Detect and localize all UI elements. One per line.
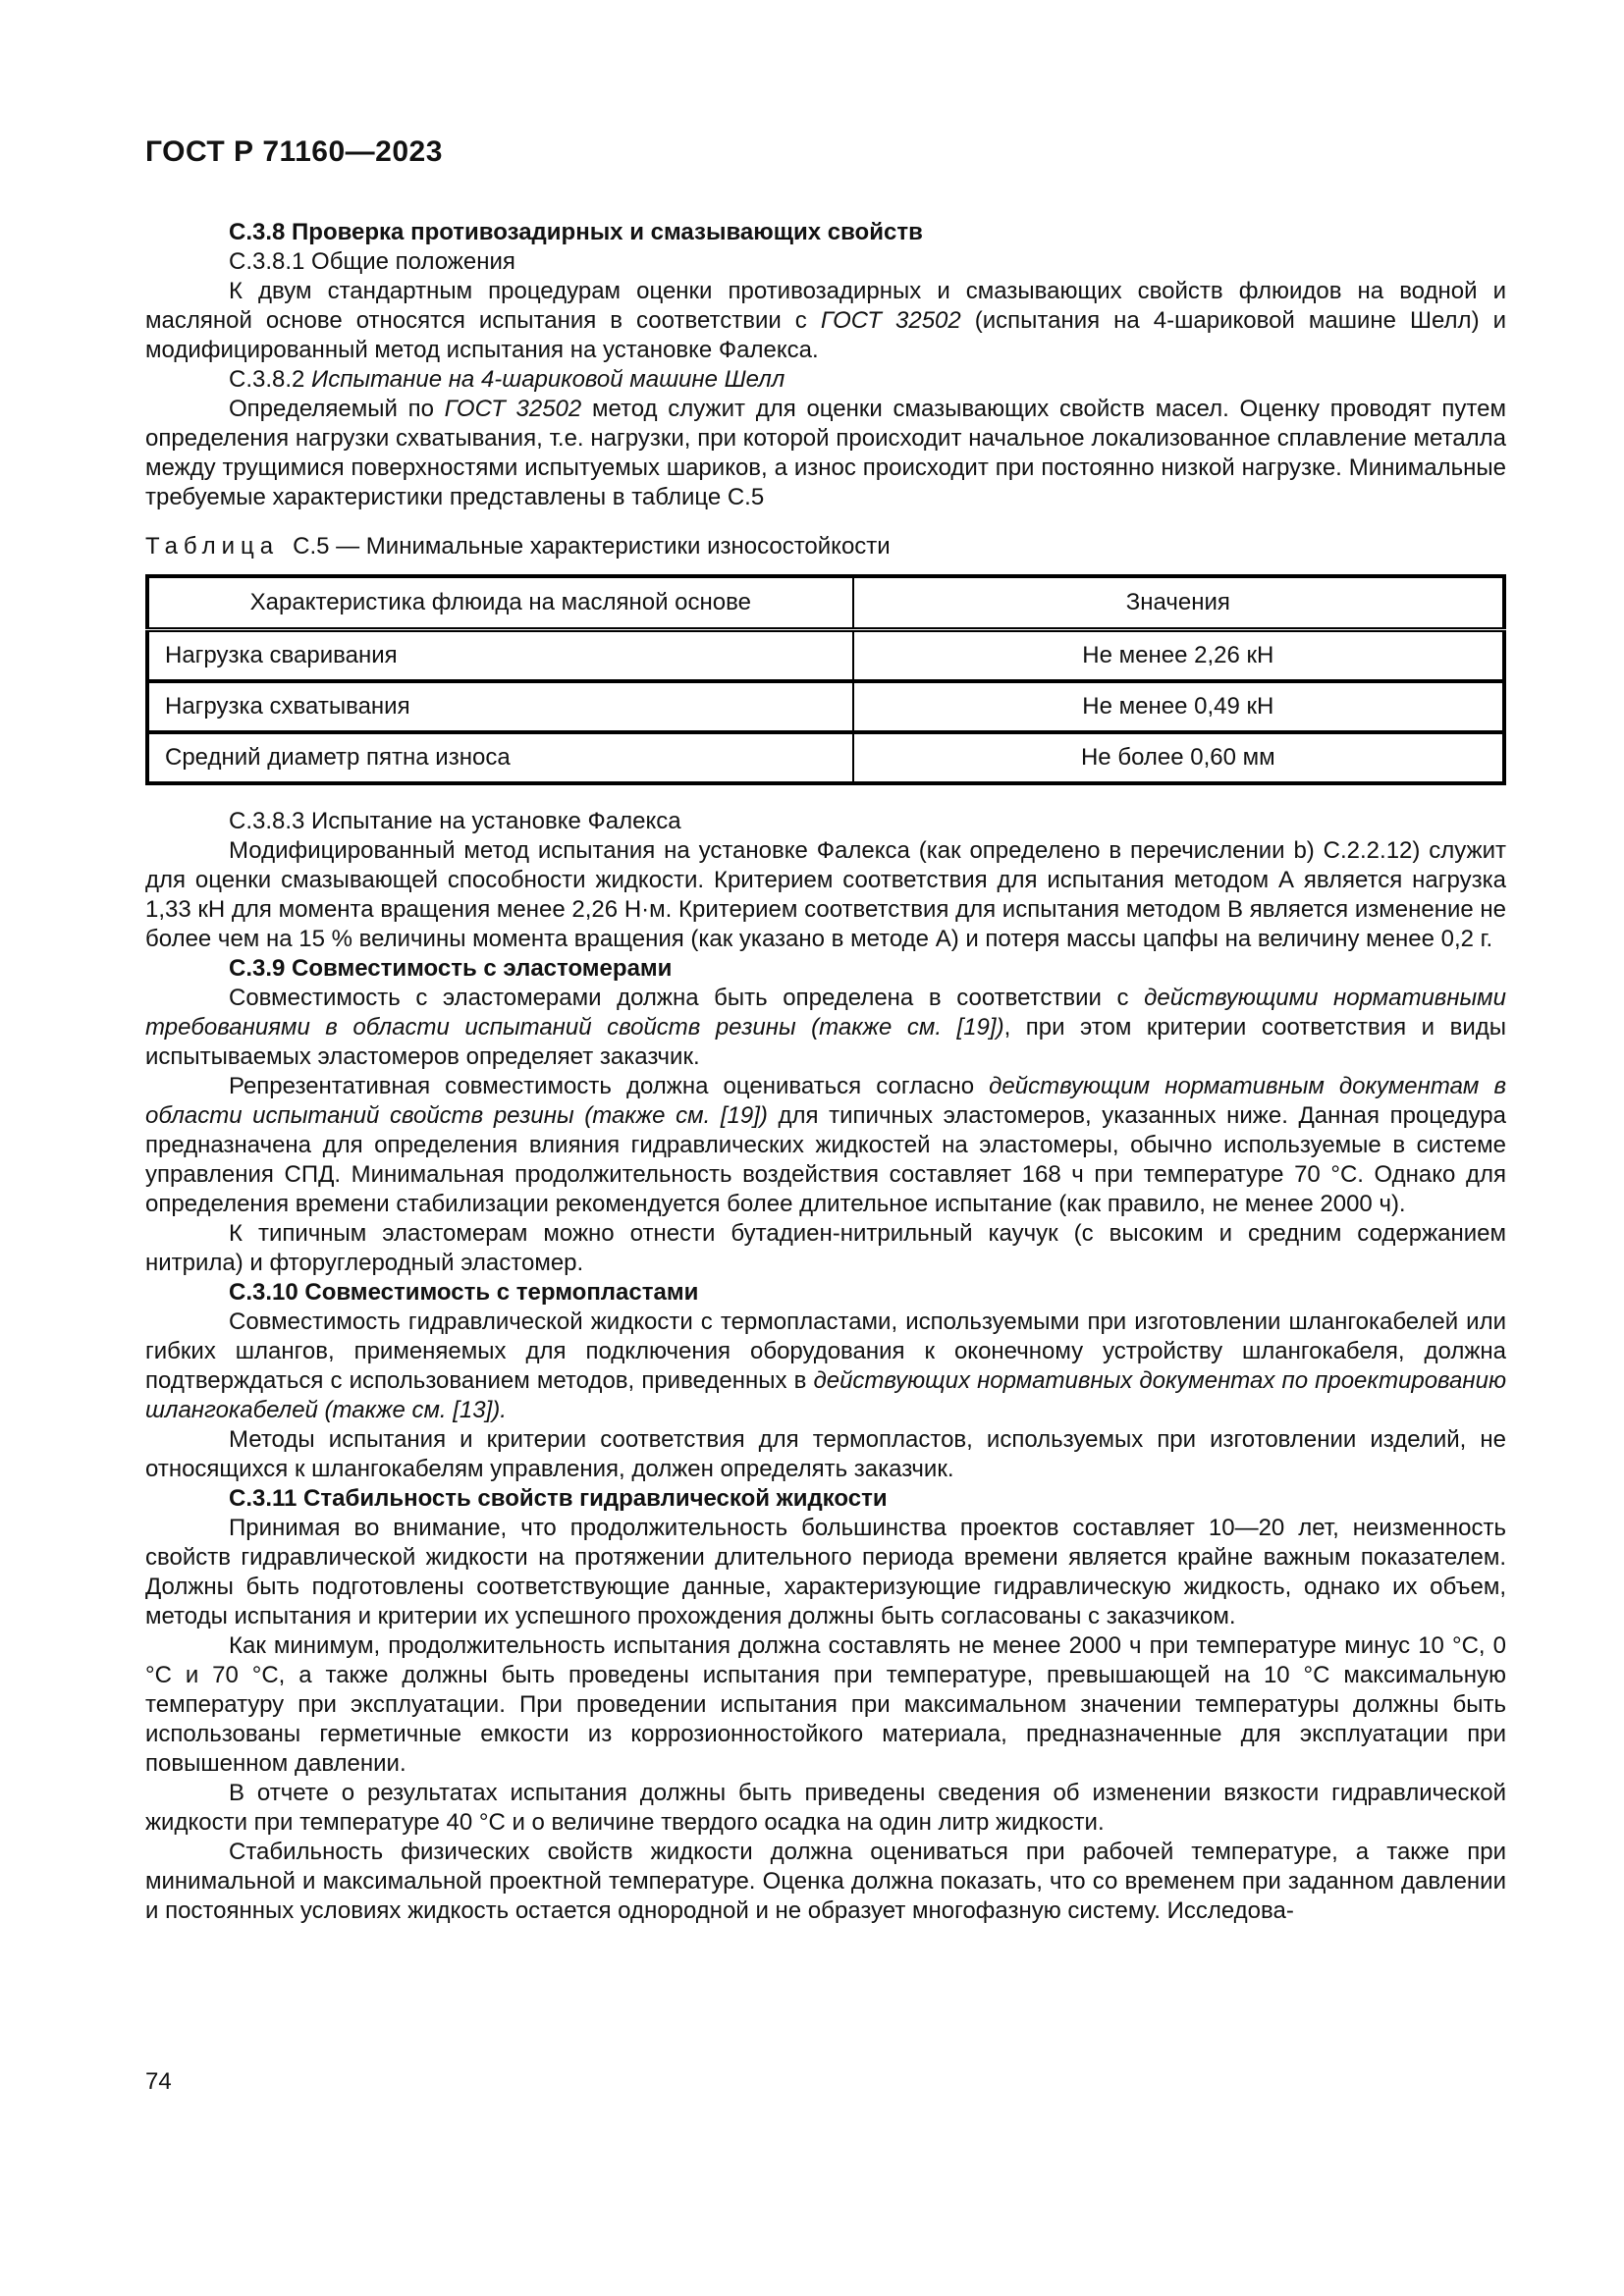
subsection-heading-c3-8-3: С.3.8.3 Испытание на установке Фалекса bbox=[229, 808, 681, 834]
standard-code: ГОСТ Р 71160—2023 bbox=[145, 135, 443, 168]
column-header-values: Значения bbox=[853, 576, 1504, 630]
paragraph: К двум стандартным процедурам оценки противозадирных и смазывающих свойств флюидов на водной и масляной основе относятся испытания в соответствии с ГОСТ 32502 (испытания на 4-шариковой машине Шелл) и модифицированный метод испытания на установке Фалекса. bbox=[145, 278, 1506, 363]
table-c5 bbox=[145, 574, 1506, 785]
section-c3-8-content bbox=[145, 218, 1506, 512]
table-caption bbox=[145, 532, 1506, 561]
characteristic-cell: Нагрузка сваривания bbox=[147, 630, 853, 682]
table-header-row bbox=[147, 576, 1504, 630]
value-cell: Не более 0,60 мм bbox=[853, 732, 1504, 783]
paragraph: Совместимость с эластомерами должна быть определена в соответствии с действующими нормативными требованиями в области испытаний свойств резины (также см. [19]), при этом критерии соответствия и виды испытываемых эластомеров определяет заказчик. bbox=[145, 985, 1506, 1070]
column-header-characteristic: Характеристика флюида на масляной основе bbox=[147, 576, 853, 630]
paragraph: Стабильность физических свойств жидкости должна оцениваться при рабочей температуре, а также при минимальной и максимальной проектной температуре. Оценка должна показать, что со временем при заданном давлении и постоянных условиях жидкость остается однородной и не образует многофазную систему. Исследова- bbox=[145, 1839, 1506, 1924]
table-body bbox=[147, 630, 1504, 784]
paragraph: Методы испытания и критерии соответствия для термопластов, используемых при изготовлении изделий, не относящихся к шлангокабелям управления, должен определять заказчик. bbox=[145, 1426, 1506, 1482]
table-caption-text: С.5 — Минимальные характеристики износостойкости bbox=[293, 533, 891, 560]
page-header bbox=[145, 137, 1506, 169]
value-cell: Не менее 0,49 кН bbox=[853, 681, 1504, 732]
table-row bbox=[147, 732, 1504, 783]
paragraph: Как минимум, продолжительность испытания должна составлять не менее 2000 ч при температуре минус 10 °С, 0 °С и 70 °С, а также должны быть проведены испытания при температуре, превышающей на 10 °С максимальную температуру при эксплуатации. При проведении испытания при максимальном значении температуры должны быть использованы герметичные емкости из коррозионностойкого материала, предназначенные для эксплуатации при повышенном давлении. bbox=[145, 1632, 1506, 1777]
subsection-heading-c3-8-2: С.3.8.2 Испытание на 4-шариковой машине Шелл bbox=[229, 366, 785, 393]
sections-c3-8-3-to-c3-11-content bbox=[145, 807, 1506, 1926]
paragraph: В отчете о результатах испытания должны быть приведены сведения об изменении вязкости гидравлической жидкости при температуре 40 °С и о величине твердого осадка на один литр жидкости. bbox=[145, 1780, 1506, 1836]
characteristic-cell: Средний диаметр пятна износа bbox=[147, 732, 853, 783]
section-heading-c3-8: С.3.8 Проверка противозадирных и смазывающих свойств bbox=[229, 219, 923, 245]
table-row bbox=[147, 630, 1504, 682]
paragraph: Принимая во внимание, что продолжительность большинства проектов составляет 10—20 лет, неизменность свойств гидравлической жидкости на протяжении длительного периода времени является крайне важным показателем. Должны быть подготовлены соответствующие данные, характеризующие гидравлическую жидкость, однако их объем, методы испытания и критерии их успешного прохождения должны быть согласованы с заказчиком. bbox=[145, 1515, 1506, 1629]
document-body bbox=[145, 218, 1506, 1926]
paragraph: Совместимость гидравлической жидкости с термопластами, используемыми при изготовлении шлангокабелей или гибких шлангов, применяемых для подключения оборудования к оконечному устройству шлангокабеля, должна подтверждаться с использованием методов, приведенных в действующих нормативных документах по проектированию шлангокабелей (также см. [13]). bbox=[145, 1308, 1506, 1423]
subsection-heading-c3-8-1: С.3.8.1 Общие положения bbox=[229, 248, 515, 275]
page-number: 74 bbox=[145, 2068, 172, 2095]
table-row bbox=[147, 681, 1504, 732]
characteristic-cell: Нагрузка схватывания bbox=[147, 681, 853, 732]
section-heading-c3-9: С.3.9 Совместимость с эластомерами bbox=[229, 955, 673, 982]
paragraph: Определяемый по ГОСТ 32502 метод служит для оценки смазывающих свойств масел. Оценку проводят путем определения нагрузки схватывания, т.е. нагрузки, при которой происходит начальное локализованное сплавление металла между трущимися поверхностями испытуемых шариков, а износ происходит при постоянно низкой нагрузке. Минимальные требуемые характеристики представлены в таблице С.5 bbox=[145, 396, 1506, 510]
paragraph: Модифицированный метод испытания на установке Фалекса (как определено в перечислении b) С.2.2.12) служит для оценки смазывающей способности жидкости. Критерием соответствия для испытания методом А является нагрузка 1,33 кН для момента вращения менее 2,26 Н·м. Критерием соответствия для испытания методом В является изменение не более чем на 15 % величины момента вращения (как указано в методе А) и потеря массы цапфы на величину менее 0,2 г. bbox=[145, 837, 1506, 952]
section-heading-c3-10: С.3.10 Совместимость с термопластами bbox=[229, 1279, 699, 1306]
value-cell: Не менее 2,26 кН bbox=[853, 630, 1504, 682]
table-caption-label: Таблица bbox=[145, 533, 280, 560]
paragraph: Репрезентативная совместимость должна оцениваться согласно действующим нормативным документам в области испытаний свойств резины (также см. [19]) для типичных эластомеров, указанных ниже. Данная процедура предназначена для определения влияния гидравлических жидкостей на эластомеры, обычно используемые в системе управления СПД. Минимальная продолжительность воздействия составляет 168 ч при температуре 70 °С. Однако для определения времени стабилизации рекомендуется более длительное испытание (как правило, не менее 2000 ч). bbox=[145, 1073, 1506, 1217]
section-heading-c3-11: С.3.11 Стабильность свойств гидравлической жидкости bbox=[229, 1485, 888, 1512]
paragraph: К типичным эластомерам можно отнести бутадиен-нитрильный каучук (с высоким и средним содержанием нитрила) и фторуглеродный эластомер. bbox=[145, 1220, 1506, 1276]
